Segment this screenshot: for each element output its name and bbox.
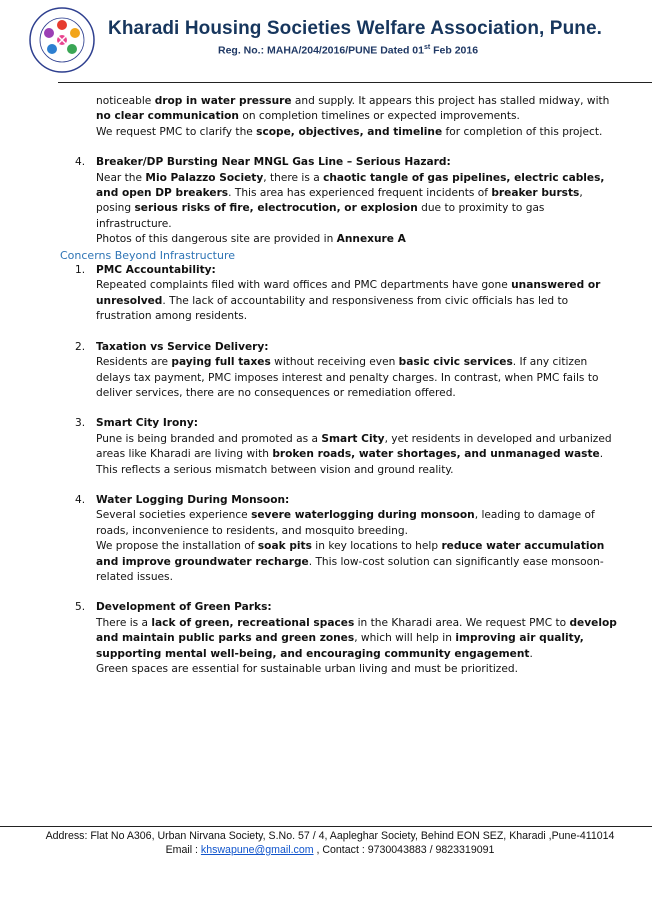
- letter-footer: [40, 829, 620, 857]
- item-title: Smart City Irony:: [96, 417, 198, 430]
- item-number: 4.: [75, 493, 86, 506]
- item-title: Water Logging During Monsoon:: [96, 493, 290, 506]
- letter-body: [60, 94, 620, 677]
- item-description: Residents are paying full taxes without receiving even basic civic services. If any citizen delays tax payment, PMC imposes interest and penalty charges. In contrast, when PMC fails to deliver services, there are no consequences or remediation offered.: [96, 356, 599, 399]
- item-description: Pune is being branded and promoted as a Smart City, yet residents in developed and urbanized areas like Kharadi are living with broken roads, water shortages, and unmanaged waste. This reflects a serious mismatch between vision and ground reality.: [96, 432, 612, 476]
- item-number: 4.: [75, 156, 86, 169]
- item-number: 2.: [75, 340, 86, 353]
- item-description: There is a lack of green, recreational spaces in the Kharadi area. We request PMC to develop and maintain public parks and green zones, which will help in improving air quality, supporting mental well-being, and encouraging community engagement.: [96, 616, 617, 660]
- item-photos-note: Photos of this dangerous site are provided in Annexure A: [96, 233, 406, 246]
- footer-divider: [0, 826, 652, 827]
- item-description: Several societies experience severe waterlogging during monsoon, leading to damage of roads, inconvenience to residents, and mosquito breeding.: [96, 509, 595, 537]
- continued-paragraph: noticeable drop in water pressure and supply. It appears this project has stalled midway, with no clear communication on completion timelines or expected improvements.: [96, 95, 610, 123]
- item-number: 5.: [75, 601, 86, 614]
- registration-number: Reg. No.: MAHA/204/2016/PUNE Dated 01st Feb 2016: [218, 44, 479, 57]
- item-title: Taxation vs Service Delivery:: [96, 340, 269, 353]
- list-item-breaker-hazard: [60, 155, 620, 247]
- list-item-water-logging: [60, 493, 620, 585]
- footer-address: Address: Flat No A306, Urban Nirvana Society, S.No. 57 / 4, Aapleghar Society, Behind EON SEZ, Kharadi ,Pune-411014: [45, 830, 615, 842]
- list-item-smart-city: [60, 416, 620, 478]
- email-link[interactable]: khswapune@gmail.com: [200, 844, 314, 856]
- section-heading: Concerns Beyond Infrastructure: [60, 248, 236, 262]
- footer-contact: Email : khswapune@gmail.com , Contact : 9730043883 / 9823319091: [165, 844, 495, 856]
- list-item-green-parks: [60, 600, 620, 677]
- list-item-taxation: [60, 340, 620, 402]
- continued-item: [60, 94, 620, 140]
- letterhead: [0, 0, 652, 86]
- item-description: Repeated complaints filed with ward offices and PMC departments have gone unanswered or unresolved. The lack of accountability and responsiveness from civic officials has led to frustration among residents.: [96, 279, 601, 323]
- item-description: Near the Mio Palazzo Society, there is a chaotic tangle of gas pipelines, electric cables, and open DP breakers. This area has experienced frequent incidents of breaker bursts, posing serious risks of fire, electrocution, or explosion due to proximity to gas infrastructure.: [96, 171, 605, 230]
- item-title: Development of Green Parks:: [96, 601, 272, 614]
- association-logo-icon: [28, 6, 96, 74]
- item-title: PMC Accountability:: [96, 264, 216, 277]
- item-title: Breaker/DP Bursting Near MNGL Gas Line – Serious Hazard:: [96, 156, 451, 169]
- header-divider: [58, 82, 652, 83]
- item-number: 3.: [75, 417, 86, 430]
- organization-title: Kharadi Housing Societies Welfare Association, Pune.: [108, 18, 603, 39]
- item-closing-note: Green spaces are essential for sustainable urban living and must be prioritized.: [96, 663, 518, 675]
- list-item-pmc-accountability: [60, 263, 620, 325]
- continued-request: We request PMC to clarify the scope, objectives, and timeline for completion of this project.: [96, 125, 603, 138]
- item-proposal: We propose the installation of soak pits in key locations to help reduce water accumulation and improve groundwater recharge. This low-cost solution can significantly ease monsoon-related issues.: [96, 540, 605, 583]
- item-number: 1.: [75, 264, 86, 277]
